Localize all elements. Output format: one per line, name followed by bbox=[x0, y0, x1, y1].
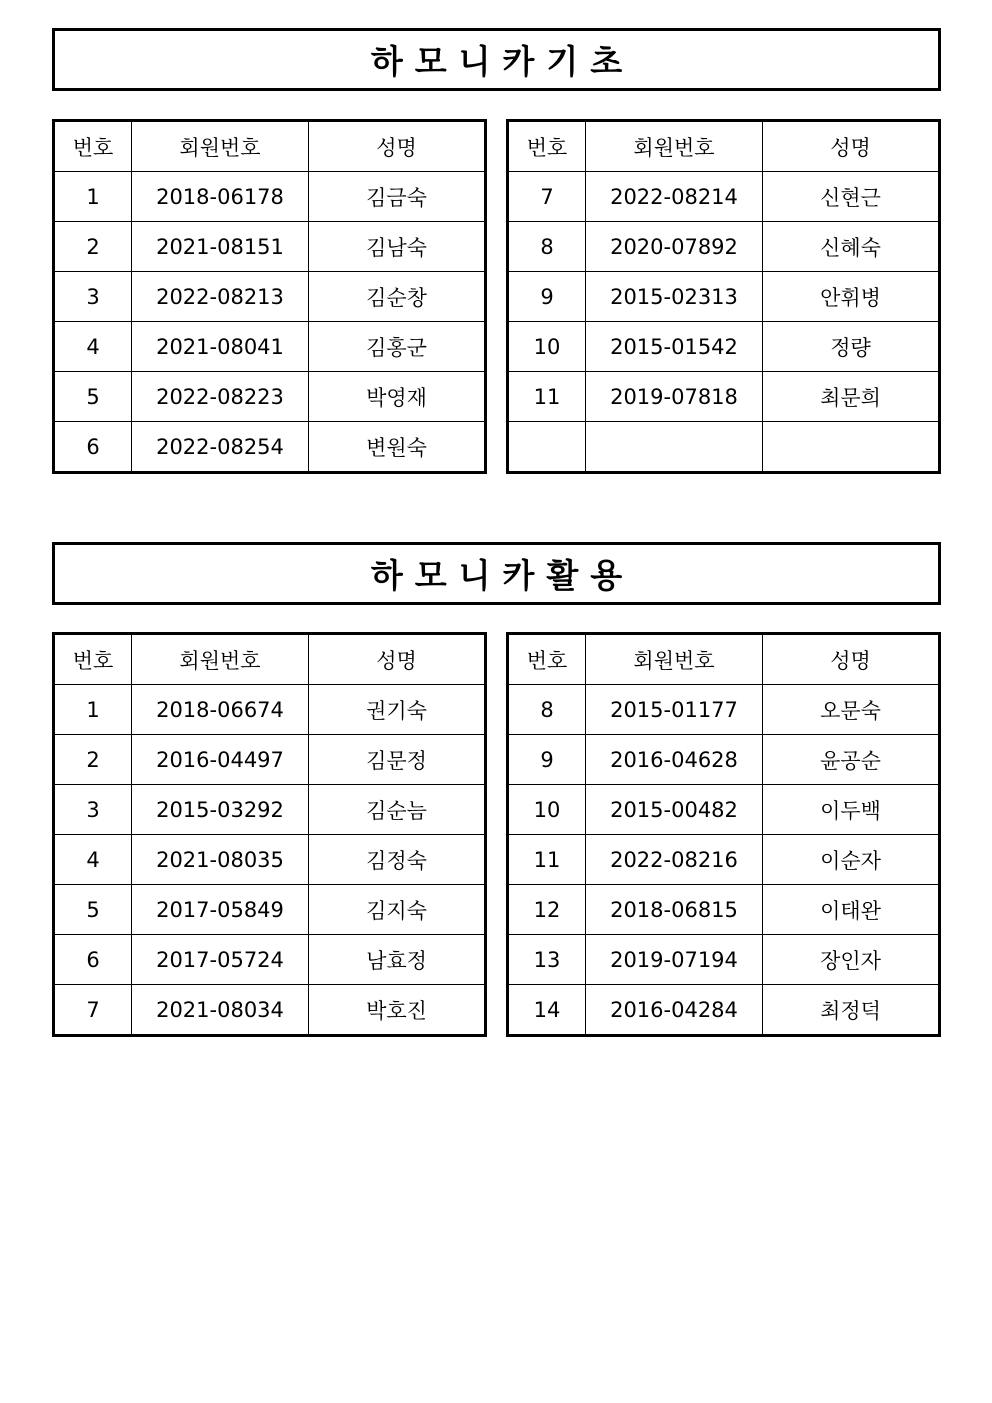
table-row bbox=[54, 785, 486, 835]
cell-member-id: 2022-08254 bbox=[132, 422, 309, 473]
cell-number: 8 bbox=[508, 222, 586, 272]
header-row bbox=[54, 634, 486, 685]
cell-number: 14 bbox=[508, 985, 586, 1036]
cell-member-id: 2017-05724 bbox=[132, 935, 309, 985]
header-name: 성명 bbox=[763, 634, 940, 685]
table-row bbox=[508, 222, 940, 272]
cell-member-id: 2022-08214 bbox=[586, 172, 763, 222]
table-row bbox=[54, 735, 486, 785]
cell-name: 남효정 bbox=[309, 935, 486, 985]
cell-number: 2 bbox=[54, 222, 132, 272]
cell-name: 오문숙 bbox=[763, 685, 940, 735]
header-row bbox=[508, 634, 940, 685]
table-row bbox=[54, 372, 486, 422]
table-row bbox=[54, 172, 486, 222]
table-row bbox=[508, 322, 940, 372]
cell-member-id: 2022-08216 bbox=[586, 835, 763, 885]
table-row bbox=[508, 685, 940, 735]
cell-name: 최문희 bbox=[763, 372, 940, 422]
cell-member-id: 2022-08223 bbox=[132, 372, 309, 422]
cell-member-id: 2017-05849 bbox=[132, 885, 309, 935]
cell-member-id: 2015-03292 bbox=[132, 785, 309, 835]
cell-name: 이태완 bbox=[763, 885, 940, 935]
cell-name: 안휘병 bbox=[763, 272, 940, 322]
table-row bbox=[508, 985, 940, 1036]
section-title: 하모니카활용 bbox=[52, 542, 941, 605]
roster-table-right bbox=[506, 119, 941, 474]
cell-number: 8 bbox=[508, 685, 586, 735]
table-row bbox=[54, 322, 486, 372]
roster-table-right bbox=[506, 632, 941, 1037]
cell-number: 13 bbox=[508, 935, 586, 985]
table-row bbox=[508, 422, 940, 473]
table-row bbox=[508, 735, 940, 785]
table-row bbox=[54, 422, 486, 473]
cell-number: 11 bbox=[508, 372, 586, 422]
cell-name: 김남숙 bbox=[309, 222, 486, 272]
header-name: 성명 bbox=[309, 634, 486, 685]
cell-number: 10 bbox=[508, 322, 586, 372]
cell-number: 12 bbox=[508, 885, 586, 935]
cell-number: 10 bbox=[508, 785, 586, 835]
cell-name: 박영재 bbox=[309, 372, 486, 422]
header-member-id: 회원번호 bbox=[132, 634, 309, 685]
section-basic bbox=[52, 28, 941, 460]
cell-name: 정량 bbox=[763, 322, 940, 372]
cell-name: 변원숙 bbox=[309, 422, 486, 473]
cell-number: 4 bbox=[54, 322, 132, 372]
cell-member-id: 2022-08213 bbox=[132, 272, 309, 322]
cell-name: 신현근 bbox=[763, 172, 940, 222]
cell-member-id: 2021-08035 bbox=[132, 835, 309, 885]
cell-member-id: 2021-08151 bbox=[132, 222, 309, 272]
cell-number: 3 bbox=[54, 272, 132, 322]
table-row bbox=[508, 835, 940, 885]
cell-member-id: 2020-07892 bbox=[586, 222, 763, 272]
table-row bbox=[54, 935, 486, 985]
cell-number: 7 bbox=[54, 985, 132, 1036]
header-number: 번호 bbox=[508, 634, 586, 685]
header-row bbox=[508, 121, 940, 172]
header-name: 성명 bbox=[309, 121, 486, 172]
table-row bbox=[508, 172, 940, 222]
header-member-id: 회원번호 bbox=[132, 121, 309, 172]
cell-member-id: 2019-07818 bbox=[586, 372, 763, 422]
cell-number: 9 bbox=[508, 272, 586, 322]
cell-name: 김홍군 bbox=[309, 322, 486, 372]
table-row bbox=[54, 835, 486, 885]
table-row bbox=[54, 272, 486, 322]
cell-name: 최정덕 bbox=[763, 985, 940, 1036]
cell-name bbox=[763, 422, 940, 473]
section-applied bbox=[52, 542, 941, 1023]
cell-member-id: 2016-04497 bbox=[132, 735, 309, 785]
cell-member-id: 2015-02313 bbox=[586, 272, 763, 322]
cell-name: 김금숙 bbox=[309, 172, 486, 222]
cell-number: 9 bbox=[508, 735, 586, 785]
cell-number bbox=[508, 422, 586, 473]
cell-number: 5 bbox=[54, 885, 132, 935]
cell-member-id: 2019-07194 bbox=[586, 935, 763, 985]
header-member-id: 회원번호 bbox=[586, 121, 763, 172]
cell-name: 김정숙 bbox=[309, 835, 486, 885]
cell-name: 장인자 bbox=[763, 935, 940, 985]
cell-number: 11 bbox=[508, 835, 586, 885]
cell-name: 이순자 bbox=[763, 835, 940, 885]
cell-number: 1 bbox=[54, 172, 132, 222]
cell-number: 1 bbox=[54, 685, 132, 735]
table-row bbox=[54, 685, 486, 735]
cell-name: 박호진 bbox=[309, 985, 486, 1036]
cell-name: 김지숙 bbox=[309, 885, 486, 935]
cell-number: 6 bbox=[54, 422, 132, 473]
header-number: 번호 bbox=[54, 634, 132, 685]
header-name: 성명 bbox=[763, 121, 940, 172]
cell-member-id: 2021-08034 bbox=[132, 985, 309, 1036]
roster-table-left bbox=[52, 119, 487, 474]
cell-member-id: 2015-01542 bbox=[586, 322, 763, 372]
table-row bbox=[508, 885, 940, 935]
header-member-id: 회원번호 bbox=[586, 634, 763, 685]
roster-table-left bbox=[52, 632, 487, 1037]
cell-member-id: 2018-06815 bbox=[586, 885, 763, 935]
cell-name: 신혜숙 bbox=[763, 222, 940, 272]
cell-number: 2 bbox=[54, 735, 132, 785]
table-row bbox=[508, 935, 940, 985]
cell-member-id: 2015-00482 bbox=[586, 785, 763, 835]
header-number: 번호 bbox=[508, 121, 586, 172]
cell-member-id: 2015-01177 bbox=[586, 685, 763, 735]
cell-name: 이두백 bbox=[763, 785, 940, 835]
cell-number: 6 bbox=[54, 935, 132, 985]
cell-number: 3 bbox=[54, 785, 132, 835]
cell-member-id: 2018-06178 bbox=[132, 172, 309, 222]
section-title: 하모니카기초 bbox=[52, 28, 941, 91]
header-row bbox=[54, 121, 486, 172]
cell-member-id: 2021-08041 bbox=[132, 322, 309, 372]
cell-member-id bbox=[586, 422, 763, 473]
cell-member-id: 2016-04284 bbox=[586, 985, 763, 1036]
table-row bbox=[508, 372, 940, 422]
cell-name: 권기숙 bbox=[309, 685, 486, 735]
cell-name: 김순창 bbox=[309, 272, 486, 322]
cell-name: 김문정 bbox=[309, 735, 486, 785]
cell-number: 4 bbox=[54, 835, 132, 885]
cell-number: 7 bbox=[508, 172, 586, 222]
table-row bbox=[508, 785, 940, 835]
cell-name: 김순늠 bbox=[309, 785, 486, 835]
cell-number: 5 bbox=[54, 372, 132, 422]
table-row bbox=[508, 272, 940, 322]
cell-member-id: 2016-04628 bbox=[586, 735, 763, 785]
cell-member-id: 2018-06674 bbox=[132, 685, 309, 735]
table-row bbox=[54, 885, 486, 935]
header-number: 번호 bbox=[54, 121, 132, 172]
cell-name: 윤공순 bbox=[763, 735, 940, 785]
table-row bbox=[54, 985, 486, 1036]
table-row bbox=[54, 222, 486, 272]
